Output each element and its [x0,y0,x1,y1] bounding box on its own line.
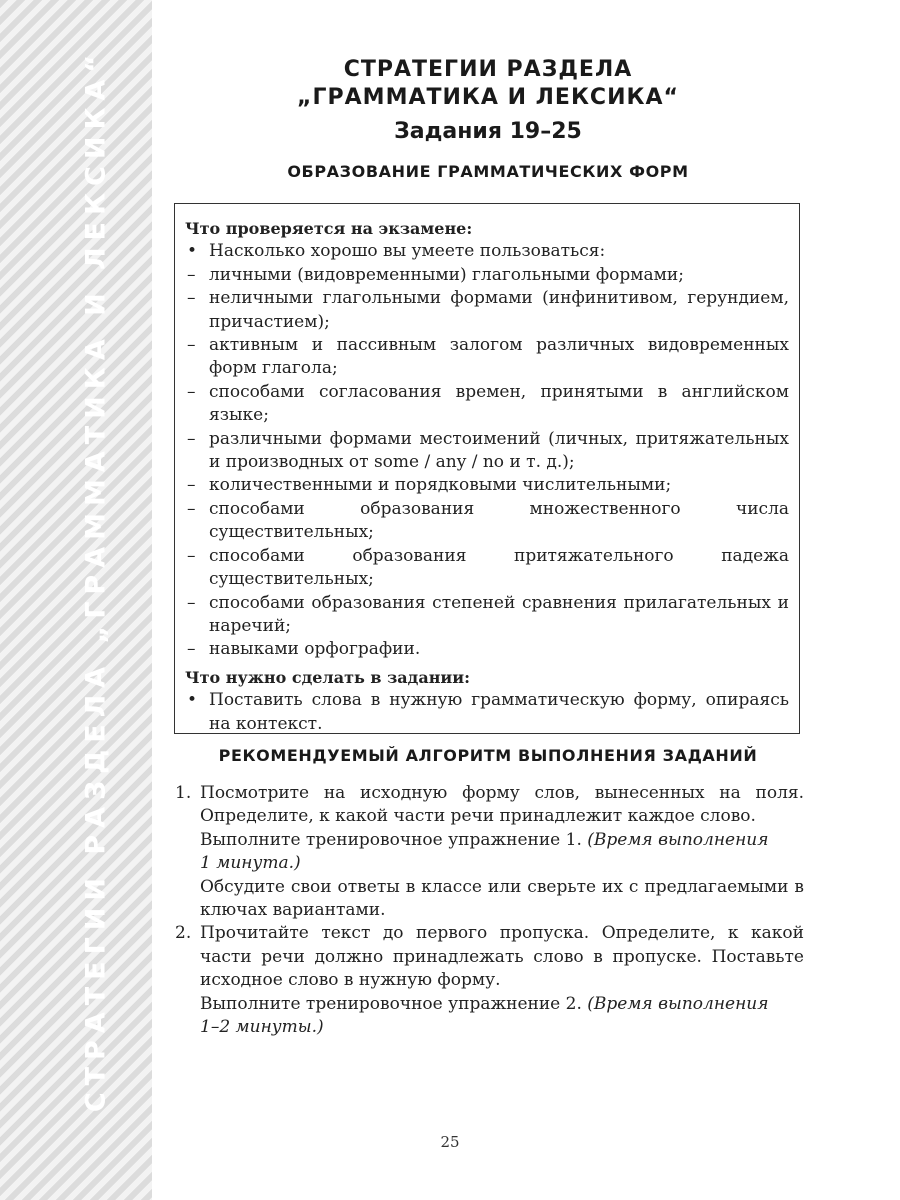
step-number: 2. [175,923,192,944]
dash-marker: – [187,639,196,660]
algorithm-steps [172,782,804,1039]
step-exercise-text: Выполните тренировочное упражнение 2. [200,993,582,1014]
list-item-text: способами образования степеней сравнения прилагательных и наречий; [209,592,789,636]
dash-marker: – [187,288,196,309]
side-text-wrapper [56,47,136,1113]
step-exercise [200,829,804,876]
dash-marker: – [187,264,196,285]
dash-marker: – [187,475,196,496]
list-item-text: Насколько хорошо вы умеете пользоваться: [209,241,606,262]
tasks-heading: Задания 19–25 [394,119,582,144]
list-item-text: активным и пассивным залогом различных видовременных форм глагола; [209,335,789,379]
list-item [185,592,789,639]
step-text: Посмотрите на исходную форму слов, вынесенных на поля. Определите, к какой части речи принадлежит каждое слово. [200,783,804,827]
step-time-note-line2: 1 минута.) [200,853,301,874]
page-title-line2: „ГРАММАТИКА И ЛЕКСИКА“ [297,85,679,110]
step-exercise-text: Выполните тренировочное упражнение 1. [200,829,582,850]
dash-marker: – [187,498,196,519]
page-title [172,56,804,112]
box-heading-checked: Что проверяется на экзамене: [185,219,473,238]
list-item [185,545,789,592]
step-text: Прочитайте текст до первого пропуска. Определите, к какой части речи должно принадлежать слово в пропуске. Поставьте исходное слово в нужную форму. [200,923,804,991]
list-item [185,638,789,661]
list-item-text: различными формами местоимений (личных, притяжательных и производных от some / any / no и т. д.); [209,428,789,473]
list-item [185,474,789,497]
step-exercise [200,993,804,1040]
list-item-text: неличными глагольными формами (инфинитивом, герундием, причастием); [209,288,789,332]
algorithm-heading: РЕКОМЕНДУЕМЫЙ АЛГОРИТМ ВЫПОЛНЕНИЯ ЗАДАНИЙ [218,746,758,765]
list-item [185,689,789,736]
list-item [185,498,789,545]
dash-marker: – [187,592,196,613]
list-item-text: навыками орфографии. [209,639,421,660]
dash-marker: – [187,335,196,356]
step-time-note-line2: 1–2 минуты.) [200,1017,324,1038]
list-item [185,264,789,287]
list-item-text: Поставить слова в нужную грамматическую форму, опираясь на контекст. [209,690,789,734]
step-number: 1. [175,783,192,803]
bullet-marker: • [187,241,198,262]
step-time-note-line1: (Время выполнения [587,829,769,850]
exam-info-box [174,203,800,734]
list-item-text: способами согласования времен, принятыми в английском языке; [209,381,789,426]
step-time-note-line1: (Время выполнения [587,993,769,1014]
algorithm-step [172,922,804,1039]
box-heading-task: Что нужно сделать в задании: [185,667,471,687]
list-item [185,381,789,428]
list-item-text: личными (видовременными) глагольными формами; [209,264,684,285]
list-item [185,287,789,334]
side-section-title: СТРАТЕГИИ РАЗДЕЛА „ГРАММАТИКА И ЛЕКСИКА“ [80,47,112,1113]
list-item-text: способами образования притяжательного падежа существительных; [209,545,789,590]
list-item [185,428,789,475]
list-item [185,240,789,263]
page-title-line1: СТРАТЕГИИ РАЗДЕЛА [343,57,633,82]
dash-marker: – [187,545,196,566]
list-item [185,334,789,381]
step-text: Обсудите свои ответы в классе или сверьте их с предлагаемыми в ключах вариантами. [200,876,804,921]
side-stripe [0,0,152,1200]
dash-marker: – [187,381,196,402]
list-item-text: способами образования множественного числа существительных; [209,498,789,543]
bullet-marker: • [187,690,198,711]
dash-marker: – [187,428,196,449]
list-item-text: количественными и порядковыми числительными; [209,475,672,496]
algorithm-step [172,782,804,922]
section-heading: ОБРАЗОВАНИЕ ГРАММАТИЧЕСКИХ ФОРМ [287,162,689,181]
page-number: 25 [440,1133,460,1151]
